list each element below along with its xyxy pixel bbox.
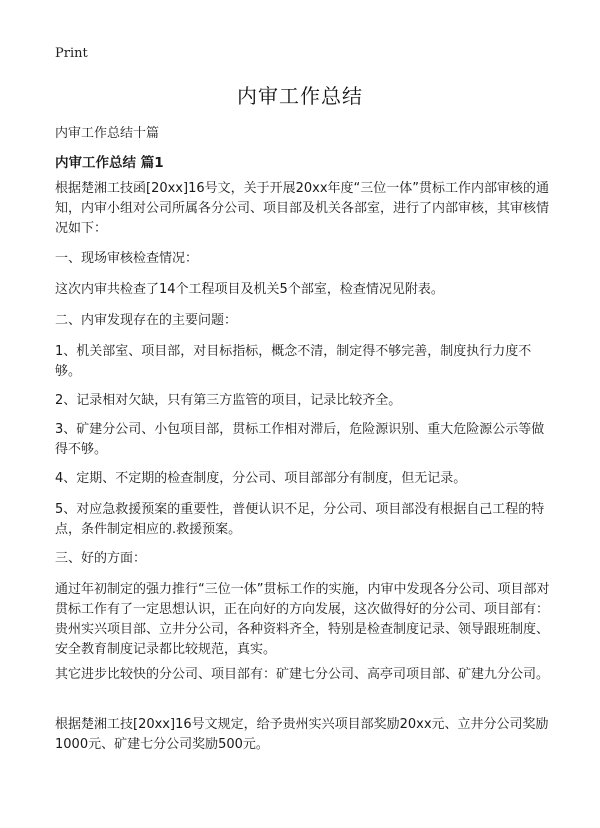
document-subtitle: 内审工作总结十篇 bbox=[55, 126, 160, 141]
paragraph-issue-2: 2、记录相对欠缺，只有第三方监管的项目，记录比较齐全。 bbox=[55, 393, 402, 408]
heading-main-issues: 二、内审发现存在的主要问题： bbox=[55, 313, 238, 328]
paragraph-site-audit: 这次内审共检查了14个工程项目及机关5个部室，检查情况见附表。 bbox=[55, 282, 444, 297]
print-label: Print bbox=[55, 46, 88, 61]
paragraph-issue-4: 4、定期、不定期的检查制度，分公司、项目部部分有制度，但无记录。 bbox=[55, 471, 467, 486]
paragraph-rewards: 根据楚湘工技[20xx]16号文规定，给予贵州实兴项目部奖励20xx元、立井分公司奖励1000元、矿建七分公司奖励500元。 bbox=[55, 717, 549, 752]
paragraph-issue-1: 1、机关部室、项目部，对目标指标，概念不清，制定得不够完善，制度执行力度不够。 bbox=[55, 344, 532, 379]
paragraph-issue-3: 3、矿建分公司、小包项目部，贯标工作相对滞后，危险源识别、重大危险源公示等做得不够。 bbox=[55, 422, 545, 457]
heading-site-audit: 一、现场审核检查情况： bbox=[55, 251, 199, 266]
section-heading: 内审工作总结 篇1 bbox=[55, 155, 164, 171]
document-title: 内审工作总结 bbox=[237, 84, 363, 108]
paragraph-issue-5: 5、对应急救援预案的重要性，普便认识不足，分公司、项目部没有根据自己工程的特点，条件制定相应的.救援预案。 bbox=[55, 502, 545, 537]
paragraph-intro: 根据楚湘工技函[20xx]16号文，关于开展20xx年度“三位一体”贯标工作内部审核的通知，内审小组对公司所属各分公司、项目部及机关各部室，进行了内部审核，其审核情况如下： bbox=[55, 181, 550, 236]
heading-good-aspects: 三、好的方面： bbox=[55, 551, 147, 566]
paragraph-progress: 其它进步比较快的分公司、项目部有：矿建七分公司、高亭司项目部、矿建九分公司。 bbox=[55, 667, 550, 682]
paragraph-good-aspects: 通过年初制定的强力推行“三位一体”贯标工作的实施，内审中发现各分公司、项目部对贯标工作有了一定思想认识，正在向好的方向发展，这次做得好的分公司、项目部有：贵州实兴项目部、立井分公司，各种资料齐全，特别是检查制度记录、领导跟班制度、安全教育制度记录都比较规范，真实。 bbox=[55, 582, 550, 657]
